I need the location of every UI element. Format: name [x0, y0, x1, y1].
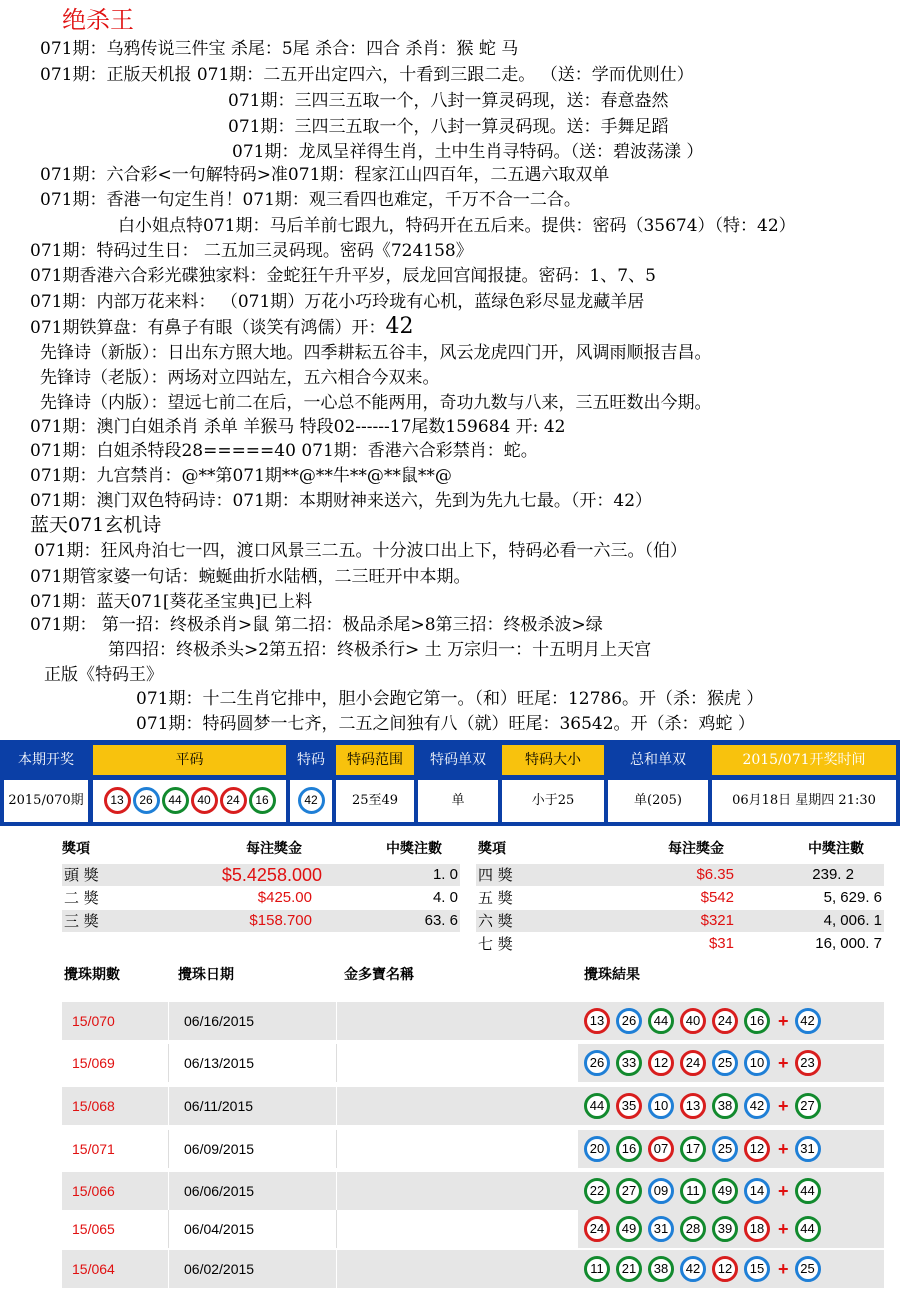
result-date: 06/09/2015 — [184, 1141, 255, 1157]
special-ball: 42 — [795, 1008, 821, 1034]
column-divider — [168, 1172, 169, 1210]
prize-count: 16, 000. 7 — [815, 935, 882, 952]
ball: 49 — [616, 1216, 642, 1242]
special-ball: 27 — [795, 1093, 821, 1119]
text-line: 071期：内部万花来料： （071期）万花小巧玲珑有心机，蓝绿色彩尽显龙藏羊居 — [30, 292, 645, 312]
text-line: 071期： 第一招：终极杀肖>鼠 第二招：极品杀尾>8第三招：终极杀波>绿 — [30, 615, 603, 635]
ball: 13 — [680, 1093, 706, 1119]
prize-amount: $321 — [700, 912, 734, 929]
text-line: 071期：十二生肖它排中，胆小会跑它第一。（和）旺尾：12786。开（杀：猴虎 ） — [136, 689, 764, 709]
ball: 39 — [712, 1216, 738, 1242]
prize-row — [476, 864, 884, 886]
prize-count: 5, 629. 6 — [823, 889, 882, 906]
plus-sign: + — [778, 1010, 789, 1031]
text-line: 071期：澳门白姐杀肖 杀单 羊猴马 特段02------17尾数159684 开: 42 — [30, 417, 566, 437]
result-balls — [578, 1044, 884, 1082]
results-header-issue: 攪珠期數 — [64, 967, 120, 983]
ball: 44 — [162, 787, 189, 814]
ball: 40 — [680, 1008, 706, 1034]
result-issue: 15/064 — [72, 1261, 115, 1277]
header-size: 特码大小 — [502, 745, 604, 775]
draw-size: 小于25 — [502, 780, 604, 822]
special-ball: 23 — [795, 1050, 821, 1076]
draw-special — [290, 780, 332, 822]
text-line: 071期：三四三五取一个，八封一算灵码现。送：手舞足蹈 — [228, 117, 669, 137]
poem-line: 先锋诗（新版）：日出东方照大地。四季耕耘五谷丰，风云龙虎四门开，风调雨顺报吉昌。 — [40, 343, 712, 363]
prize-header-amount: 每注獎金 — [246, 841, 302, 857]
prize-header-amount-2: 每注獎金 — [668, 841, 724, 857]
ball: 24 — [220, 787, 247, 814]
ball: 17 — [680, 1136, 706, 1162]
result-date: 06/02/2015 — [184, 1261, 255, 1277]
text-line: 071期：澳门双色特码诗：071期：本期财神来送六，先到为先九七最。（开：42） — [30, 491, 653, 511]
special-ball: 44 — [795, 1178, 821, 1204]
results-header-date: 攪珠日期 — [178, 967, 234, 983]
text-line: 071期：三四三五取一个，八封一算灵码现，送：春意盎然 — [228, 91, 669, 111]
prize-header-count: 中獎注數 — [386, 841, 442, 857]
result-issue: 15/069 — [72, 1055, 115, 1071]
draw-balls — [93, 780, 286, 822]
ball: 11 — [584, 1256, 610, 1282]
prize-header-name: 獎項 — [62, 841, 90, 857]
prize-name: 六 獎 — [478, 912, 513, 930]
draw-table — [0, 740, 900, 826]
prize-row — [62, 864, 460, 886]
text-line: 071期：九宫禁肖：@**第071期**@**牛**@**鼠**@ — [30, 466, 452, 486]
prize-amount: $6.35 — [696, 866, 734, 883]
prize-name: 七 獎 — [478, 935, 513, 953]
result-issue: 15/071 — [72, 1141, 115, 1157]
text-line: 白小姐点特071期：马后羊前七跟九，特码开在五后来。提供：密码（35674）（特：42） — [118, 216, 796, 236]
special-ball: 42 — [298, 787, 325, 814]
draw-issue: 2015/070期 — [4, 780, 88, 822]
text-line: 071期：六合彩<一句解特码>准071期：程家江山四百年，二五遇六取双单 — [40, 165, 610, 185]
text-line: 071期：乌鸦传说三件宝 杀尾：5尾 杀合：四合 杀肖：猴 蛇 马 — [40, 39, 519, 59]
header-sum-odd-even: 总和单双 — [608, 745, 708, 775]
draw-odd-even: 单 — [418, 780, 498, 822]
text-line: 071期：蓝天071[葵花圣宝典]已上料 — [30, 592, 313, 612]
result-balls — [578, 1130, 884, 1168]
column-divider — [336, 1250, 337, 1288]
text-line: 071期：龙凤呈祥得生肖，土中生肖寻特码。（送：碧波荡漾 ） — [232, 142, 704, 162]
ball: 10 — [648, 1093, 674, 1119]
ball: 33 — [616, 1050, 642, 1076]
ball: 25 — [712, 1050, 738, 1076]
ball: 26 — [616, 1008, 642, 1034]
ball: 22 — [584, 1178, 610, 1204]
page-title: 绝杀王 — [62, 6, 134, 34]
prize-row — [476, 910, 884, 932]
draw-time: 06月18日 星期四 21:30 — [712, 780, 896, 822]
ball: 21 — [616, 1256, 642, 1282]
header-odd-even: 特码单双 — [418, 745, 498, 775]
ball: 38 — [648, 1256, 674, 1282]
text-line: 071期香港六合彩光碟独家料：金蛇狂午升平岁，辰龙回宫闻报捷。密码：1、7、5 — [30, 266, 656, 286]
text-line: 正版《特码王》 — [44, 665, 163, 685]
ball: 13 — [584, 1008, 610, 1034]
prize-name: 五 獎 — [478, 889, 513, 907]
ball: 24 — [584, 1216, 610, 1242]
column-divider — [336, 1130, 337, 1168]
header-range: 特码范围 — [336, 745, 414, 775]
special-ball: 25 — [795, 1256, 821, 1282]
prize-name: 頭 獎 — [64, 866, 99, 884]
result-issue: 15/065 — [72, 1221, 115, 1237]
ball: 35 — [616, 1093, 642, 1119]
ball: 16 — [249, 787, 276, 814]
prize-amount: $425.00 — [257, 889, 312, 906]
result-row — [62, 1172, 884, 1210]
plus-sign: + — [778, 1095, 789, 1116]
header-normal-numbers: 平码 — [93, 745, 286, 775]
column-divider — [336, 1210, 337, 1248]
column-divider — [168, 1002, 169, 1040]
header-current-draw: 本期开奖 — [4, 745, 88, 775]
result-row — [62, 1087, 884, 1125]
result-issue: 15/066 — [72, 1183, 115, 1199]
text-line: 071期：特码圆梦一七齐，二五之间独有八（就）旺尾：36542。开（杀：鸡蛇 ） — [136, 714, 755, 734]
ball: 49 — [712, 1178, 738, 1204]
prize-name: 四 獎 — [478, 866, 513, 884]
special-ball: 44 — [795, 1216, 821, 1242]
ball: 40 — [191, 787, 218, 814]
plus-sign: + — [778, 1258, 789, 1279]
ball: 12 — [744, 1136, 770, 1162]
result-row — [62, 1130, 884, 1168]
ball: 44 — [584, 1093, 610, 1119]
plus-sign: + — [778, 1138, 789, 1159]
ball: 24 — [712, 1008, 738, 1034]
column-divider — [336, 1087, 337, 1125]
prize-name: 二 獎 — [64, 889, 99, 907]
prize-amount: $542 — [700, 889, 734, 906]
result-row — [62, 1044, 884, 1082]
result-issue: 15/070 — [72, 1013, 115, 1029]
result-date: 06/06/2015 — [184, 1183, 255, 1199]
prize-amount: $31 — [708, 935, 734, 952]
text-line: 071期铁算盘：有鼻子有眼（谈笑有鸿儒）开： — [30, 318, 386, 338]
ball: 38 — [712, 1093, 738, 1119]
prize-row — [476, 887, 884, 909]
prize-count: 63. 6 — [424, 912, 458, 929]
poem-line: 先锋诗（老版）：两场对立四站左，五六相合今双来。 — [40, 368, 440, 388]
prize-count: 4, 006. 1 — [823, 912, 882, 929]
special-ball: 31 — [795, 1136, 821, 1162]
result-row — [62, 1002, 884, 1040]
header-special: 特码 — [290, 745, 332, 775]
text-line: 071期：狂风舟泊七一四，渡口风景三二五。十分波口出上下，特码必看一六三。（伯） — [34, 541, 687, 561]
prize-row — [476, 933, 884, 955]
ball: 28 — [680, 1216, 706, 1242]
column-divider — [168, 1087, 169, 1125]
ball: 10 — [744, 1050, 770, 1076]
column-divider — [336, 1044, 337, 1082]
plus-sign: + — [778, 1052, 789, 1073]
ball: 14 — [744, 1178, 770, 1204]
ball: 26 — [584, 1050, 610, 1076]
ball: 09 — [648, 1178, 674, 1204]
prize-header-count-2: 中獎注數 — [808, 841, 864, 857]
poem-line: 先锋诗（内版）：望远七前二在后，一心总不能两用，奇功九数与八来，三五旺数出今期。 — [40, 393, 712, 413]
result-date: 06/11/2015 — [184, 1098, 254, 1114]
prize-row — [62, 887, 460, 909]
column-divider — [336, 1002, 337, 1040]
ball: 24 — [680, 1050, 706, 1076]
prize-count: 4. 0 — [432, 889, 458, 906]
text-line: 071期：白姐杀特段28=====40 071期：香港六合彩禁肖：蛇。 — [30, 441, 538, 461]
results-header-result: 攪珠結果 — [584, 967, 640, 983]
text-line: 071期：香港一句定生肖！071期：观三看四也难定，千万不合一二合。 — [40, 190, 581, 210]
ball: 15 — [744, 1256, 770, 1282]
result-date: 06/13/2015 — [184, 1055, 255, 1071]
ball: 26 — [133, 787, 160, 814]
text-line: 071期：特码过生日： 二五加三灵码现。密码《724158》 — [30, 241, 473, 261]
results-header-name: 金多寶名稱 — [344, 967, 414, 983]
ball: 12 — [712, 1256, 738, 1282]
result-balls — [578, 1210, 884, 1248]
column-divider — [168, 1250, 169, 1288]
draw-sum: 单(205) — [608, 780, 708, 822]
result-balls — [578, 1087, 884, 1125]
ball: 07 — [648, 1136, 674, 1162]
ball: 18 — [744, 1216, 770, 1242]
result-row — [62, 1250, 884, 1288]
result-row — [62, 1210, 884, 1248]
poem-heading: 蓝天071玄机诗 — [30, 514, 162, 536]
text-line: 071期管家婆一句话：蜿蜒曲折水陆栖，二三旺开中本期。 — [30, 567, 471, 587]
prize-amount: $158.700 — [249, 912, 312, 929]
column-divider — [168, 1044, 169, 1082]
result-issue: 15/068 — [72, 1098, 115, 1114]
result-balls — [578, 1002, 884, 1040]
ball: 27 — [616, 1178, 642, 1204]
text-line-with-number — [30, 316, 413, 339]
prize-header-name-2: 獎項 — [478, 841, 506, 857]
column-divider — [168, 1210, 169, 1248]
prize-amount: $5.4258.000 — [221, 865, 322, 885]
result-date: 06/04/2015 — [184, 1221, 255, 1237]
text-line: 071期：正版天机报 071期：二五开出定四六，十看到三跟二走。 （送：学而优则仕） — [40, 65, 694, 85]
ball: 13 — [104, 787, 131, 814]
ball: 42 — [680, 1256, 706, 1282]
prize-count: 239. 2 — [812, 866, 854, 883]
result-balls — [578, 1250, 884, 1288]
plus-sign: + — [778, 1218, 789, 1239]
result-date: 06/16/2015 — [184, 1013, 255, 1029]
ball: 20 — [584, 1136, 610, 1162]
ball: 25 — [712, 1136, 738, 1162]
ball: 11 — [680, 1178, 706, 1204]
result-balls — [578, 1172, 884, 1210]
ball: 42 — [744, 1093, 770, 1119]
ball: 12 — [648, 1050, 674, 1076]
prize-count: 1. 0 — [432, 866, 458, 883]
open-number: 42 — [385, 314, 414, 339]
plus-sign: + — [778, 1180, 789, 1201]
prize-row — [62, 910, 460, 932]
ball: 31 — [648, 1216, 674, 1242]
text-line: 第四招：终极杀头>2第五招：终极杀行> 土 万宗归一：十五明月上天宫 — [108, 640, 652, 660]
column-divider — [168, 1130, 169, 1168]
ball: 44 — [648, 1008, 674, 1034]
column-divider — [336, 1172, 337, 1210]
ball: 16 — [616, 1136, 642, 1162]
header-draw-time: 2015/071开奖时间 — [712, 745, 896, 775]
ball: 16 — [744, 1008, 770, 1034]
prize-name: 三 獎 — [64, 912, 99, 930]
draw-range: 25至49 — [336, 780, 414, 822]
